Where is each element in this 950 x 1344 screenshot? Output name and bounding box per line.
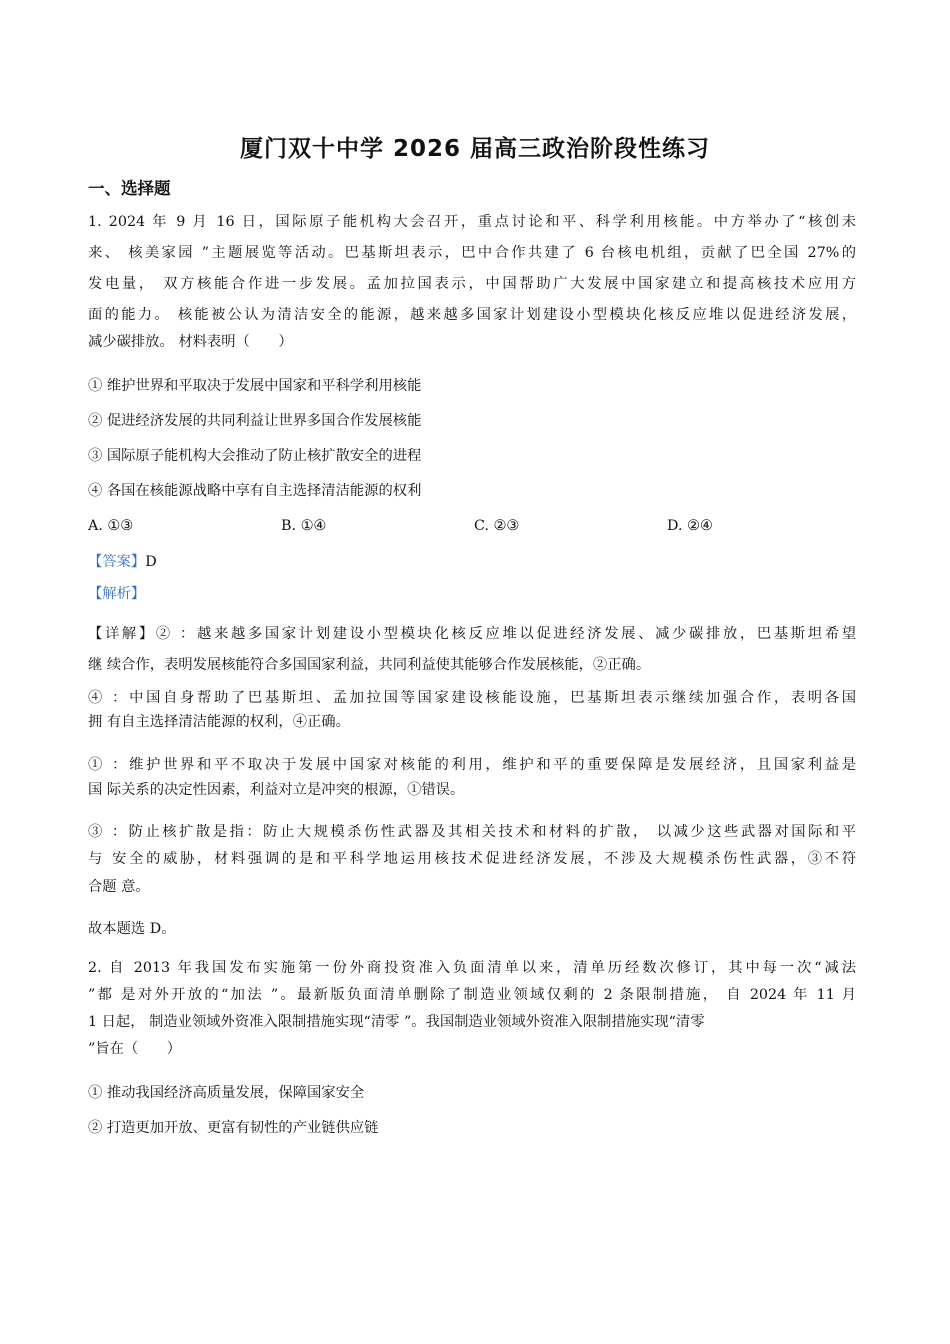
q1-answer-row xyxy=(88,552,157,572)
q1-stem-line: 减少碳排放。 材料表明（ ） xyxy=(88,334,293,350)
q1-detail-line: 继 续合作，表明发展核能符合多国国家利益，共同利益使其能够合作发展核能，②正确。 xyxy=(88,657,651,673)
q1-statement: ② 促进经济发展的共同利益让世界多国合作发展核能 xyxy=(88,413,422,429)
q1-statement: ④ 各国在核能源战略中享有自主选择清洁能源的权利 xyxy=(88,483,422,499)
page-title: 厦门双十中学 2026 届高三政治阶段性练习 xyxy=(239,136,711,162)
q1-statement: ① 维护世界和平取决于发展中国家和平科学利用核能 xyxy=(88,378,422,394)
q2-stem-line: 2. 自 2013 年我国发布实施第一份外商投资准入负面清单以来，清单历经数次修订，其中每一次“减法 xyxy=(88,960,856,976)
q1-option-d: D. ②④ xyxy=(667,518,713,534)
answer-value: D xyxy=(145,554,157,570)
q1-conclusion: 故本题选 D。 xyxy=(88,921,176,937)
answer-tag: 【答案】 xyxy=(88,554,146,570)
q1-detail-line: ① ：维护世界和平不取决于发展中国家对核能的利用，维护和平的重要保障是发展经济，且国家利益是 xyxy=(88,757,856,773)
q1-stem-line: 面的能力。 核能被公认为清洁安全的能源，越来越多国家计划建设小型模块化核反应堆以促进经济发展， xyxy=(88,307,856,323)
q1-stem-line: 发电量， 双方核能合作进一步发展。孟加拉国表示，中国帮助广大发展中国家建立和提高核技术应用方 xyxy=(88,276,856,292)
q1-detail-line: 拥 有自主选择清洁能源的权利，④正确。 xyxy=(88,714,350,730)
section-heading: 一、选择题 xyxy=(88,179,171,198)
q2-stem-line: ”旨在（ ） xyxy=(88,1041,182,1057)
q1-stem-line: 1. 2024 年 9 月 16 日，国际原子能机构大会召开，重点讨论和平、科学利用核能。中方举办了“核创未 xyxy=(88,214,856,230)
q1-statement: ③ 国际原子能机构大会推动了防止核扩散安全的进程 xyxy=(88,448,422,464)
q1-detail-line: 合题 意。 xyxy=(88,879,150,895)
detail-text: ② ：越来越多国家计划建设小型模块化核反应堆以促进经济发展、减少碳排放，巴基斯坦希望 xyxy=(155,626,857,642)
q1-detail-line: ④ ：中国自身帮助了巴基斯坦、孟加拉国等国家建设核能设施，巴基斯坦表示继续加强合作，表明各国 xyxy=(88,690,856,706)
q1-detail-line: 国 际关系的决定性因素，利益对立是冲突的根源，①错误。 xyxy=(88,782,465,798)
q1-option-c: C. ②③ xyxy=(474,518,520,534)
q1-option-b: B. ①④ xyxy=(281,518,327,534)
q2-statement: ① 推动我国经济高质量发展，保障国家安全 xyxy=(88,1085,365,1101)
detail-tag: 【详解】 xyxy=(88,626,156,642)
analysis-tag: 【解析】 xyxy=(88,586,146,602)
q2-stem-line: 1 日起， 制造业领域外资准入限制措施实现“清零 ”。我国制造业领域外资准入限制措施实现“清零 xyxy=(88,1014,705,1030)
q2-statement: ② 打造更加开放、更富有韧性的产业链供应链 xyxy=(88,1120,379,1136)
q1-option-a: A. ①③ xyxy=(88,518,134,534)
q1-detail-line xyxy=(88,624,856,644)
q1-detail-line: 与 安全的威胁，材料强调的是和平科学地运用核技术促进经济发展，不涉及大规模杀伤性武器，③不符 xyxy=(88,851,856,867)
q1-detail-line: ③ ：防止核扩散是指：防止大规模杀伤性武器及其相关技术和材料的扩散， 以减少这些武器对国际和平 xyxy=(88,824,856,840)
q2-stem-line: ”都 是对外开放的“加法 ”。最新版负面清单删除了制造业领域仅剩的 2 条限制措施， 自 2024 年 11 月 xyxy=(88,987,856,1003)
q1-stem-line: 来、 核美家园 ”主题展览等活动。巴基斯坦表示，巴中合作共建了 6 台核电机组，贡献了巴全国 27%的 xyxy=(88,245,856,261)
